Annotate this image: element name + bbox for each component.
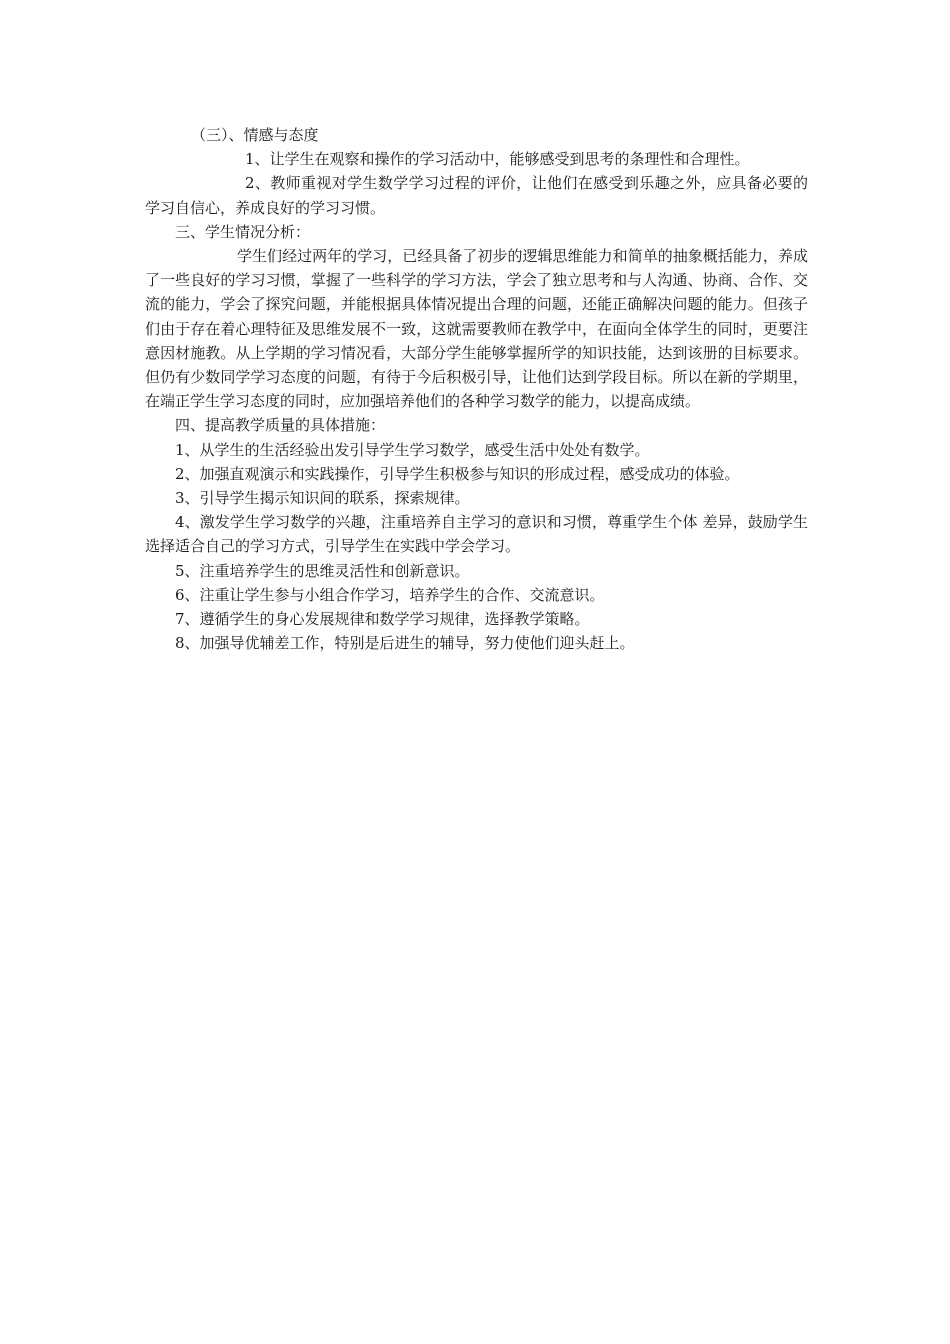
subsection-heading-attitude: （三）、情感与态度 (191, 126, 319, 144)
measure-item-1: 1、从学生的生活经验出发引导学生学习数学，感受生活中处处有数学。 (175, 440, 650, 459)
document-body (145, 123, 808, 655)
measure-item-6: 6、注重让学生参与小组合作学习，培养学生的合作、交流意识。 (175, 585, 605, 604)
measure-item-3: 3、引导学生揭示知识间的联系，探索规律。 (175, 489, 470, 508)
measure-item-4: 4、激发学生学习数学的兴趣，注重培养自主学习的意识和习惯，尊重学生个体 差异，鼓励学生选择适合自己的学习方式，引导学生在实践中学会学习。 (145, 513, 808, 556)
measure-item-2: 2、加强直观演示和实践操作，引导学生积极参与知识的形成过程，感受成功的体验。 (175, 464, 740, 483)
measure-item-8: 8、加强导优辅差工作，特别是后进生的辅导，努力使他们迎头赶上。 (175, 634, 635, 653)
attitude-item-2: 2、教师重视对学生数学学习过程的评价，让他们在感受到乐趣之外，应具备必要的学习自信心，养成良好的学习习惯。 (145, 174, 808, 217)
attitude-item-1: 1、让学生在观察和操作的学习活动中，能够感受到思考的条理性和合理性。 (245, 150, 750, 169)
student-analysis-paragraph: 学生们经过两年的学习，已经具备了初步的逻辑思维能力和简单的抽象概括能力，养成了一些良好的学习习惯，掌握了一些科学的学习方法，学会了独立思考和与人沟通、协商、合作、交流的能力，学会了探究问题，并能根据具体情况提出合理的问题，还能正确解决问题的能力。但孩子们由于存在着心理特征及思维发展不一致，这就需要教师在教学中，在面向全体学生的同时，更要注意因材施教。从上学期的学习情况看，大部分学生能够掌握所学的知识技能，达到该册的目标要求。但仍有少数同学学习态度的问题，有待于今后积极引导，让他们达到学段目标。所以在新的学期里，在端正学生学习态度的同时，应加强培养他们的各种学习数学的能力，以提高成绩。 (145, 247, 808, 411)
measure-item-7: 7、遵循学生的身心发展规律和数学学习规律，选择教学策略。 (175, 610, 590, 629)
measure-item-5: 5、注重培养学生的思维灵活性和创新意识。 (175, 561, 470, 580)
section-heading-student-analysis: 三、学生情况分析： (175, 222, 311, 241)
section-heading-measures: 四、提高教学质量的具体措施： (175, 416, 386, 435)
